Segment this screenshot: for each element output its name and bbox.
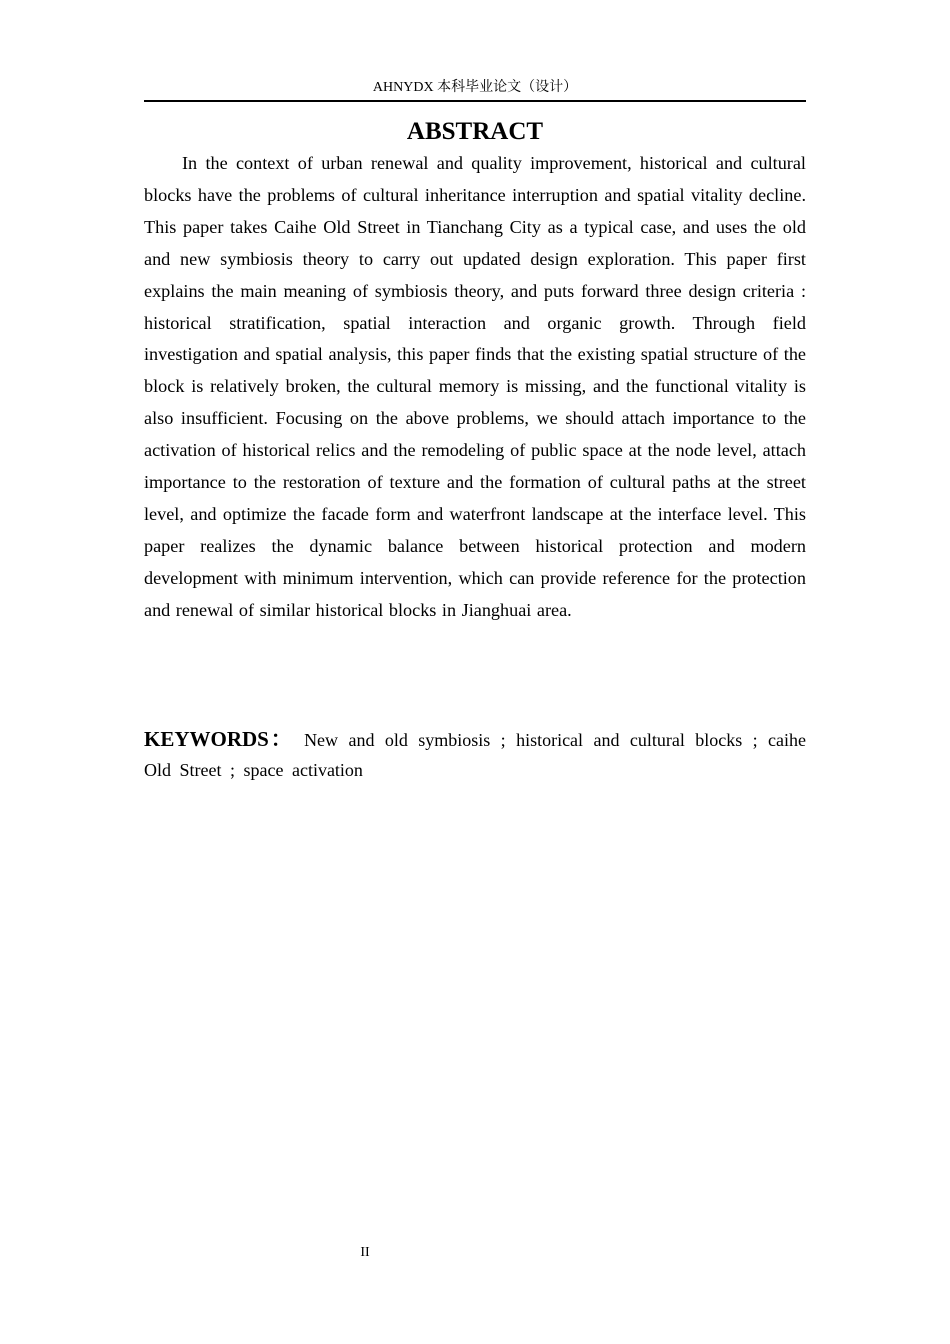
keywords-label: KEYWORDS：: [144, 727, 294, 751]
abstract-title: ABSTRACT: [406, 118, 544, 145]
page-number: II: [360, 1245, 370, 1260]
abstract-body: In the context of urban renewal and quality improvement, historical and cultural blocks have the problems of cultural inheritance interruption and spatial vitality decline. This paper takes Caihe Old Street in Tianchang City as a typical case, and uses the old and new symbiosis theory to carry out updated design exploration. This paper first explains the main meaning of symbiosis theory, and puts forward three design criteria : historical stratification, spatial interaction and organic growth. Through field investigation and spatial analysis, this paper finds that the existing spatial structure of the block is relatively broken, the cultural memory is missing, and the functional vitality is also insufficient. Focusing on the above problems, we should attach importance to the activation of historical relics and the remodeling of public space at the node level, attach importance to the restoration of texture and the formation of cultural paths at the street level, and optimize the facade form and waterfront landscape at the interface level. This paper realizes the dynamic balance between historical protection and modern development with minimum intervention, which can provide reference for the protection and renewal of similar historical blocks in Jianghuai area.: [144, 153, 806, 620]
keywords-text: New and old symbiosis ; historical and cultural blocks ; caihe Old Street ; space activation: [144, 730, 806, 780]
running-header: AHNYDX 本科毕业论文（设计）: [372, 80, 578, 95]
keywords-paragraph: [144, 724, 806, 785]
header-rule: [144, 100, 806, 102]
